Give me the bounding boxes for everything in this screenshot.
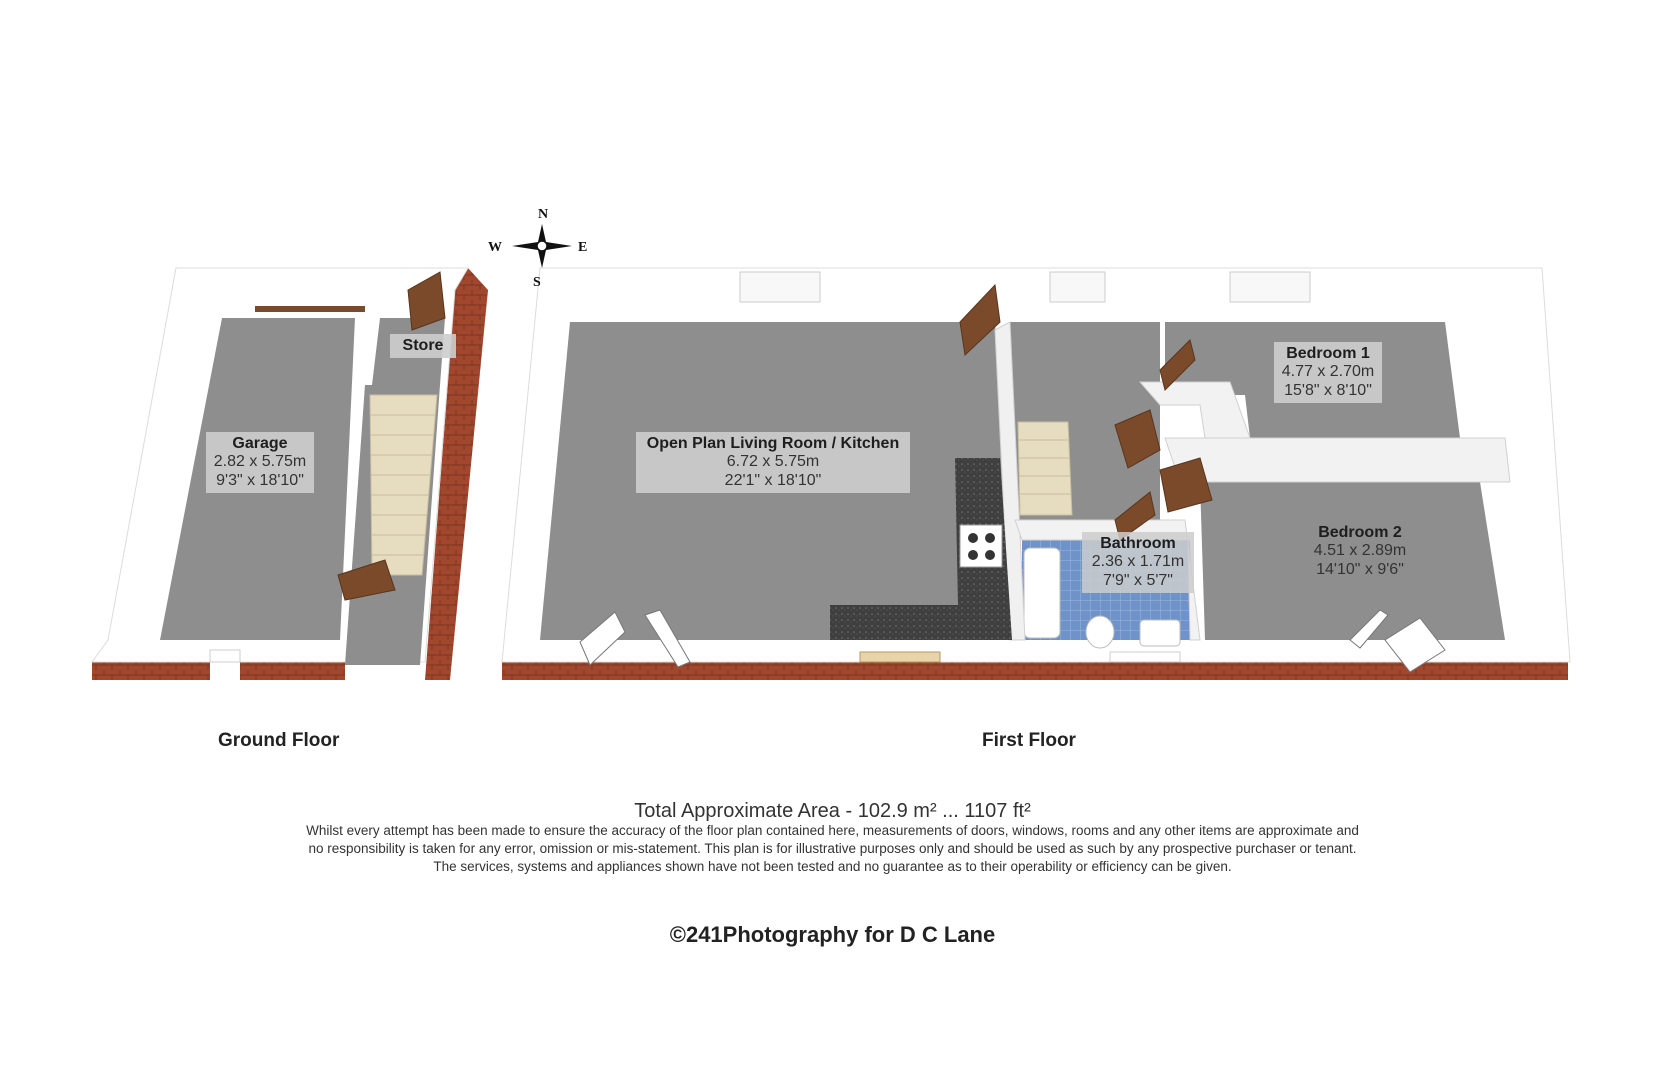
first-floor-label: First Floor xyxy=(982,730,1076,751)
garage-metric: 2.82 x 5.75m xyxy=(213,453,307,471)
disclaimer-line-1: Whilst every attempt has been made to ensure the accuracy of the floor plan contained here, measurements of doors, windows, rooms and any other items are approximate and xyxy=(306,823,1359,838)
rear-window-1 xyxy=(740,272,820,302)
bed1-bed2-wall xyxy=(1165,438,1510,482)
living-room-name: Open Plan Living Room / Kitchen xyxy=(646,435,900,452)
store-name: Store xyxy=(402,337,444,354)
garage-label xyxy=(206,432,314,493)
bathroom-front-window xyxy=(1110,652,1180,662)
bathroom-imperial: 7'9" x 5'7" xyxy=(1103,571,1173,589)
rear-window-3 xyxy=(1230,272,1310,302)
ground-floor-label: Ground Floor xyxy=(218,730,340,751)
store-label xyxy=(390,334,456,358)
living-room-imperial: 22'1" x 18'10" xyxy=(724,471,822,489)
hob xyxy=(960,525,1002,567)
photo-credit: ©241Photography for D C Lane xyxy=(669,922,996,947)
living-room-metric: 6.72 x 5.75m xyxy=(726,453,820,471)
compass-n: N xyxy=(538,207,549,222)
compass-s: S xyxy=(533,275,541,290)
bathroom-name: Bathroom xyxy=(1100,535,1176,552)
bedroom1-label xyxy=(1274,342,1382,403)
bedroom2-name: Bedroom 2 xyxy=(1318,524,1402,541)
first-floor-stairs xyxy=(1018,422,1072,515)
garage-imperial: 9'3" x 18'10" xyxy=(216,471,304,489)
disclaimer xyxy=(0,822,1665,876)
bedroom1-name: Bedroom 1 xyxy=(1286,345,1370,362)
basin xyxy=(1140,620,1180,646)
ground-brick-front xyxy=(92,662,210,680)
total-area: Total Approximate Area - 102.9 m² ... 1107 ft² xyxy=(634,800,1031,822)
bedroom2-label xyxy=(1300,524,1420,579)
toilet xyxy=(1086,616,1114,648)
bathroom-label xyxy=(1082,532,1194,593)
compass-e: E xyxy=(578,240,588,255)
bedroom2-imperial: 14'10" x 9'6" xyxy=(1316,560,1404,578)
ground-brick-front-2 xyxy=(240,662,345,680)
compass-w: W xyxy=(488,240,502,255)
disclaimer-line-2: no responsibility is taken for any error, omission or mis-statement. This plan is for illustrative purposes only and should be used as such by any prospective purchaser or tenant. xyxy=(308,841,1357,856)
garage-name: Garage xyxy=(232,435,288,452)
garage-front-door xyxy=(210,650,240,662)
bedroom2-metric: 4.51 x 2.89m xyxy=(1313,542,1407,560)
living-room-label xyxy=(636,432,910,493)
front-window xyxy=(860,652,940,662)
rear-window-2 xyxy=(1050,272,1105,302)
bathroom-metric: 2.36 x 1.71m xyxy=(1091,553,1185,571)
garage-rear-opening xyxy=(255,306,365,312)
bathtub xyxy=(1024,548,1060,638)
bedroom1-metric: 4.77 x 2.70m xyxy=(1281,363,1375,381)
bedroom1-imperial: 15'8" x 8'10" xyxy=(1284,381,1372,399)
disclaimer-line-3: The services, systems and appliances shown have not been tested and no guarantee as to their operability or efficiency can be given. xyxy=(433,859,1232,874)
